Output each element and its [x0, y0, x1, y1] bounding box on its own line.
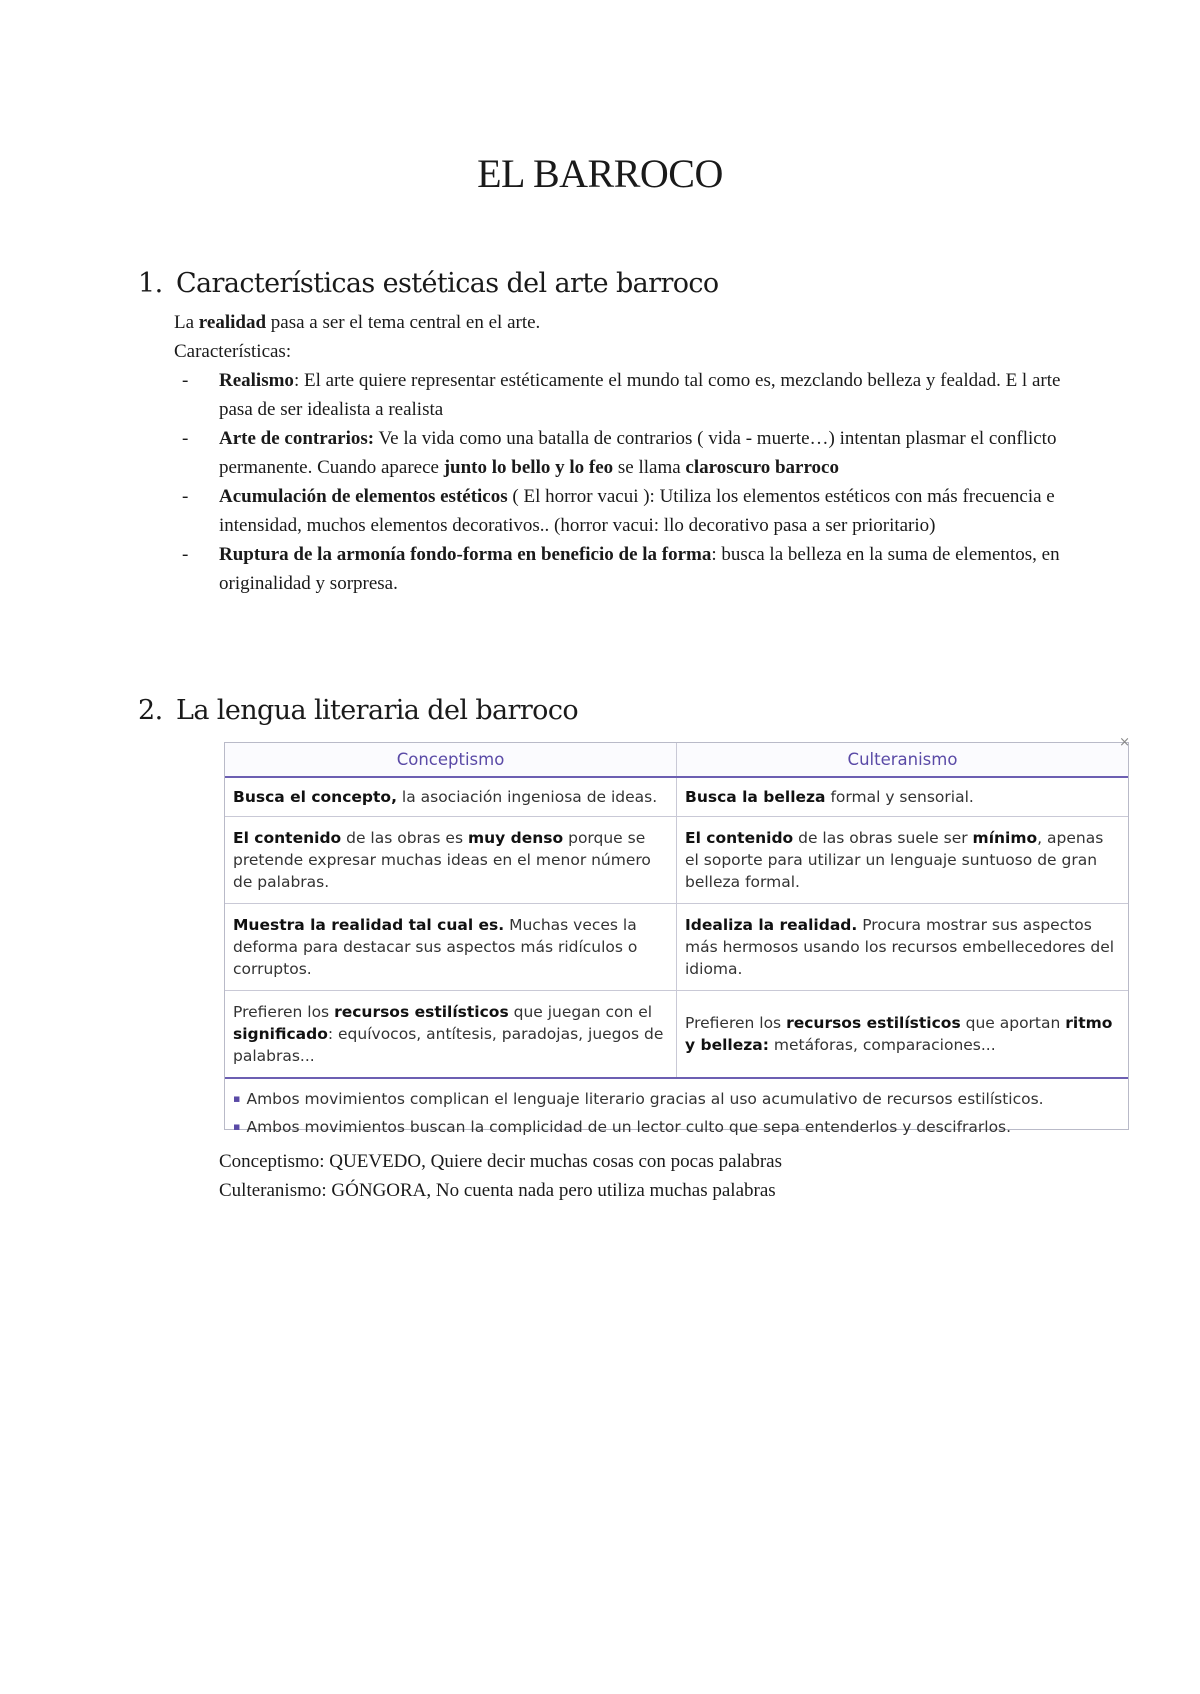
- dash-marker: -: [182, 544, 189, 565]
- dash-marker: -: [182, 428, 189, 449]
- dash-marker: -: [182, 370, 189, 391]
- bullet-square-icon: ▪: [233, 1120, 241, 1133]
- bold-text: significado: [233, 1025, 328, 1043]
- bold-text: Ruptura de la armonía fondo-forma en beneficio de la forma: [219, 544, 712, 565]
- note-text: Ambos movimientos buscan la complicidad de un lector culto que sepa entenderlos y descifrarlos.: [246, 1118, 1012, 1136]
- bold-text: ritmo y belleza:: [685, 1014, 1113, 1054]
- text: Ve la vida como una batalla de contrarios ( vida - muerte…) intentan plasmar el conflicto permanente. Cuando aparece: [219, 428, 1057, 478]
- bold-text: Busca el concepto,: [233, 788, 397, 806]
- table-cell: [225, 904, 677, 991]
- table-note: [233, 1113, 1120, 1141]
- section-heading-text: Características estéticas del arte barroco: [176, 268, 719, 299]
- table-note: [233, 1085, 1120, 1113]
- close-icon[interactable]: ×: [1119, 735, 1130, 750]
- feature-item: [174, 366, 1074, 424]
- table-row: [225, 904, 1128, 991]
- intro-paragraph: [174, 308, 540, 337]
- text: que juegan con el: [508, 1003, 653, 1021]
- page-title: EL BARROCO: [477, 151, 723, 196]
- text: de las obras suele ser: [793, 829, 973, 847]
- text: de las obras es: [341, 829, 468, 847]
- comparison-table: [224, 735, 1130, 1136]
- bold-text: El contenido: [685, 829, 794, 847]
- bold-text: recursos estilísticos: [334, 1003, 509, 1021]
- text: : El arte quiere representar estéticamente el mundo tal como es, mezclando belleza y fealdad. E l arte pasa de ser idealista a realista: [219, 370, 1061, 420]
- column-header-conceptismo: Conceptismo: [225, 743, 677, 777]
- table-row: [225, 991, 1128, 1078]
- table-row: [225, 777, 1128, 817]
- text: se llama: [613, 457, 686, 478]
- text: Muchas veces la deforma para destacar sus aspectos más ridículos o corruptos.: [233, 916, 638, 978]
- text: Procura mostrar sus aspectos más hermosos usando los recursos embellecedores del idioma.: [685, 916, 1115, 978]
- bold-text: Arte de contrarios:: [219, 428, 375, 449]
- bold-text: junto lo bello y lo feo: [443, 457, 614, 478]
- table-cell: [677, 777, 1129, 817]
- text: Prefieren los: [233, 1003, 335, 1021]
- table-row: [225, 817, 1128, 904]
- text: , apenas el soporte para utilizar un lenguaje suntuoso de gran belleza formal.: [685, 829, 1104, 891]
- comparison-grid: [225, 743, 1128, 1077]
- text: : busca la belleza en la suma de elementos, en originalidad y sorpresa.: [219, 544, 1060, 594]
- text: Prefieren los: [685, 1014, 787, 1032]
- text: : equívocos, antítesis, paradojas, juegos de palabras...: [233, 1025, 664, 1065]
- intro-text: pasa a ser el tema central en el arte.: [266, 312, 541, 333]
- section-number: 1.: [138, 268, 163, 299]
- text: porque se pretende expresar muchas ideas en el menor número de palabras.: [233, 829, 651, 891]
- author-line-culteranismo: Culteranismo: GÓNGORA, No cuenta nada pero utiliza muchas palabras: [219, 1180, 776, 1201]
- bold-text: recursos estilísticos: [786, 1014, 961, 1032]
- author-line-conceptismo: Conceptismo: QUEVEDO, Quiere decir muchas cosas con pocas palabras: [219, 1151, 782, 1172]
- section-heading-2: [138, 695, 578, 726]
- text: formal y sensorial.: [825, 788, 974, 806]
- feature-item: [174, 540, 1074, 598]
- section-number: 2.: [138, 695, 163, 726]
- note-text: Ambos movimientos complican el lenguaje literario gracias al uso acumulativo de recursos estilísticos.: [246, 1090, 1044, 1108]
- table-cell: [225, 817, 677, 904]
- table-cell: [225, 777, 677, 817]
- features-label: Características:: [174, 341, 292, 362]
- bold-text: Muestra la realidad tal cual es.: [233, 916, 505, 934]
- table-cell: [677, 991, 1129, 1078]
- bold-text: muy denso: [467, 829, 564, 847]
- intro-text: La: [174, 312, 199, 333]
- section-heading-text: La lengua literaria del barroco: [176, 695, 578, 726]
- table-notes: [225, 1077, 1128, 1141]
- table-body: [225, 777, 1128, 1077]
- bold-text: Acumulación de elementos estéticos: [219, 486, 508, 507]
- dash-marker: -: [182, 486, 189, 507]
- text: que aportan: [960, 1014, 1066, 1032]
- bullet-square-icon: ▪: [233, 1092, 241, 1105]
- bold-text: Busca la belleza: [685, 788, 826, 806]
- table-cell: [677, 904, 1129, 991]
- bold-text: Realismo: [219, 370, 294, 391]
- text: metáforas, comparaciones...: [768, 1036, 996, 1054]
- bold-text: El contenido: [233, 829, 342, 847]
- text: la asociación ingeniosa de ideas.: [396, 788, 658, 806]
- column-header-culteranismo: Culteranismo: [677, 743, 1129, 777]
- section-heading-1: [138, 268, 719, 299]
- intro-bold: realidad: [198, 312, 267, 333]
- bold-text: mínimo: [972, 829, 1038, 847]
- bold-text: claroscuro barroco: [685, 457, 839, 478]
- table-cell: [225, 991, 677, 1078]
- bold-text: Idealiza la realidad.: [685, 916, 858, 934]
- feature-item: [174, 424, 1074, 482]
- features-list: [174, 366, 1074, 598]
- table-cell: [677, 817, 1129, 904]
- text: ( El horror vacui ): Utiliza los elementos estéticos con más frecuencia e intensidad, muchos elementos decorativos.. (horror vacui: llo decorativo pasa a ser prioritario): [219, 486, 1055, 536]
- feature-item: [174, 482, 1074, 540]
